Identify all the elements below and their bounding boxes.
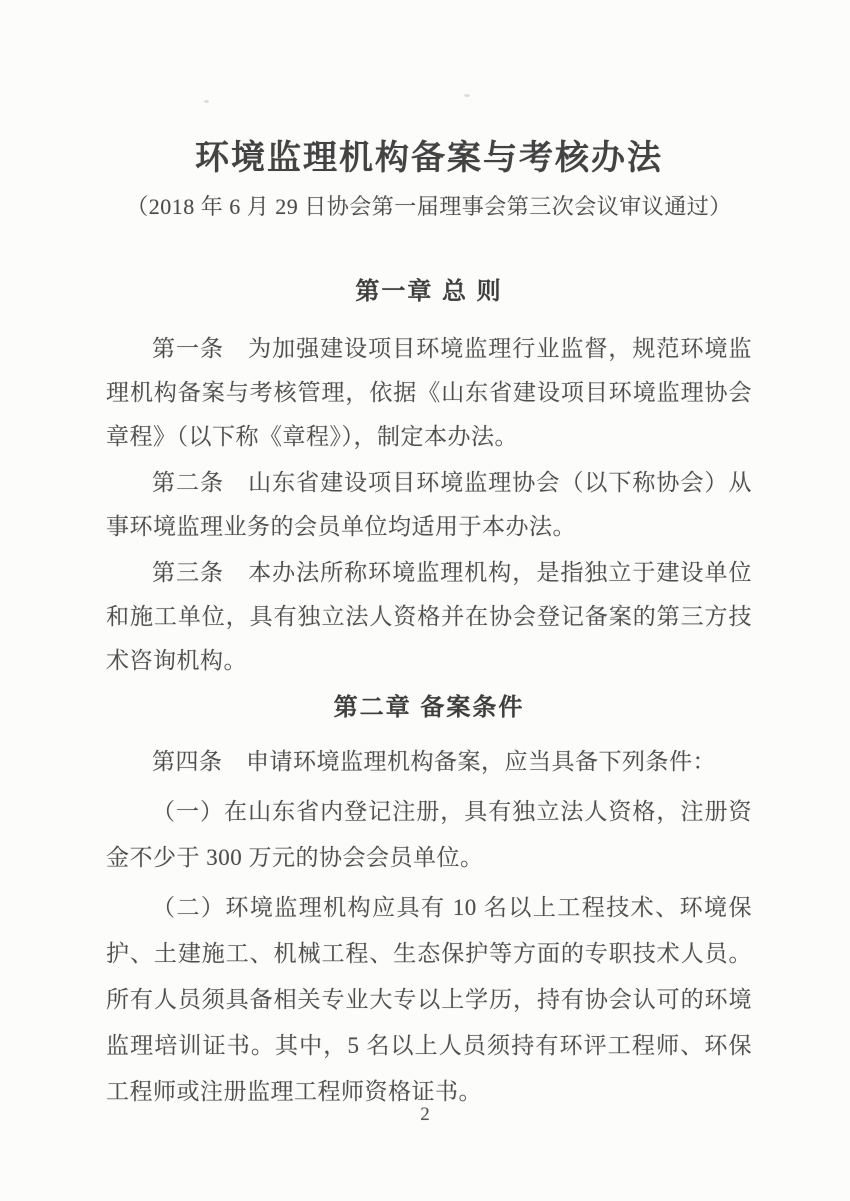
document-subtitle: （2018 年 6 月 29 日协会第一届理事会第三次会议审议通过） (126, 194, 732, 220)
scan-speck (464, 94, 470, 97)
paragraph-article-1: 第一条 为加强建设项目环境监理行业监督，规范环境监理机构备案与考核管理，依据《山东省建设项目环境监理协会章程》（以下称《章程》），制定本办法。 (106, 336, 752, 450)
paragraph-article-2: 第二条 山东省建设项目环境监理协会（以下称协会）从事环境监理业务的会员单位均适用于本办法。 (106, 470, 752, 540)
document-title: 环境监理机构备案与考核办法 (195, 140, 663, 177)
document-content (0, 140, 850, 1115)
paragraph-article-3: 第三条 本办法所称环境监理机构，是指独立于建设单位和施工单位，具有独立法人资格并在协会登记备案的第三方技术咨询机构。 (106, 560, 752, 674)
chapter-1-body (106, 327, 752, 683)
chapter-2-body (106, 739, 752, 1115)
paragraph-item-2: （二）环境监理机构应具有 10 名以上工程技术、环境保护、土建施工、机械工程、生态保护等方面的专职技术人员。所有人员须具备相关专业大专以上学历，持有协会认可的环境监理培训证书。其中，5 名以上人员须持有环评工程师、环保工程师或注册监理工程师资格证书。 (106, 895, 752, 1105)
chapter-1-heading: 第一章 总 则 (355, 278, 503, 306)
chapter-2-heading: 第二章 备案条件 (333, 694, 525, 722)
paragraph-article-4: 第四条 申请环境监理机构备案，应当具备下列条件： (152, 749, 716, 775)
paragraph-item-1: （一）在山东省内登记注册，具有独立法人资格，注册资金不少于 300 万元的协会会员单位。 (106, 799, 752, 871)
scan-speck (204, 100, 209, 103)
page-number: 2 (420, 1104, 430, 1125)
